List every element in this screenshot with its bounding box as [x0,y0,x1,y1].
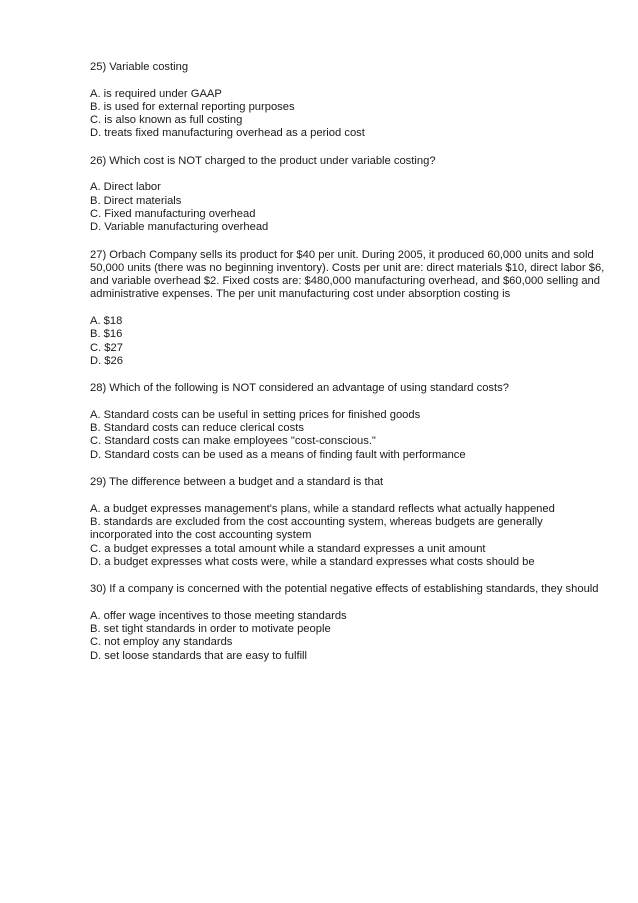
answer-option-d: D. $26 [90,354,123,367]
answer-option-b: B. Direct materials [90,194,182,207]
question-stem: 30) If a company is concerned with the potential negative effects of establishing standards, they should [90,583,599,596]
question-stem: 25) Variable costing [90,61,189,73]
question-stem: 28) Which of the following is NOT considered an advantage of using standard costs? [90,382,509,395]
question-stem: 29) The difference between a budget and a standard is that [90,476,384,489]
question-27 [90,249,608,369]
answer-option-a: A. a budget expresses management's plans, while a standard reflects what actually happened [90,502,555,515]
answer-option-c: C. a budget expresses a total amount while a standard expresses a unit amount [90,542,486,555]
question-25 [90,61,608,141]
question-30 [90,583,608,663]
question-stem: 27) Orbach Company sells its product for $40 per unit. During 2005, it produced 60,000 units and sold 50,000 units (there was no beginning inventory). Costs per unit are: direct materials $10, direct labor $6, and variable overhead $2. Fixed costs are: $480,000 manufacturing overhead, and $60,000 selling and administrative expenses. The per unit manufacturing cost under absorption costing is [90,248,605,301]
question-stem: 26) Which cost is NOT charged to the product under variable costing? [90,154,436,167]
answer-option-a: A. Standard costs can be useful in setting prices for finished goods [90,408,421,421]
answer-option-c: C. is also known as full costing [90,114,243,127]
answer-option-b: B. standards are excluded from the cost accounting system, whereas budgets are generally incorporated into the cost accounting system [90,515,543,542]
answer-option-b: B. set tight standards in order to motivate people [90,622,331,635]
question-28 [90,382,608,462]
answer-option-b: B. $16 [90,328,123,341]
answer-option-d: D. Standard costs can be used as a means of finding fault with performance [90,448,466,461]
answer-option-a: A. Direct labor [90,181,161,194]
answer-option-d: D. a budget expresses what costs were, while a standard expresses what costs should be [90,555,535,568]
answer-option-c: C. not employ any standards [90,636,233,649]
answer-option-c: C. $27 [90,341,123,354]
answer-option-d: D. set loose standards that are easy to fulfill [90,649,308,662]
question-29 [90,476,608,569]
answer-option-c: C. Fixed manufacturing overhead [90,207,256,220]
answer-option-b: B. Standard costs can reduce clerical costs [90,422,304,435]
answer-option-a: A. is required under GAAP [90,87,222,100]
question-26 [90,155,608,235]
answer-option-b: B. is used for external reporting purposes [90,100,295,113]
answer-option-c: C. Standard costs can make employees "cost-conscious." [90,435,376,448]
answer-option-d: D. Variable manufacturing overhead [90,221,269,234]
answer-option-d: D. treats fixed manufacturing overhead as a period cost [90,127,365,140]
answer-option-a: A. $18 [90,315,123,328]
answer-option-a: A. offer wage incentives to those meeting standards [90,609,347,622]
